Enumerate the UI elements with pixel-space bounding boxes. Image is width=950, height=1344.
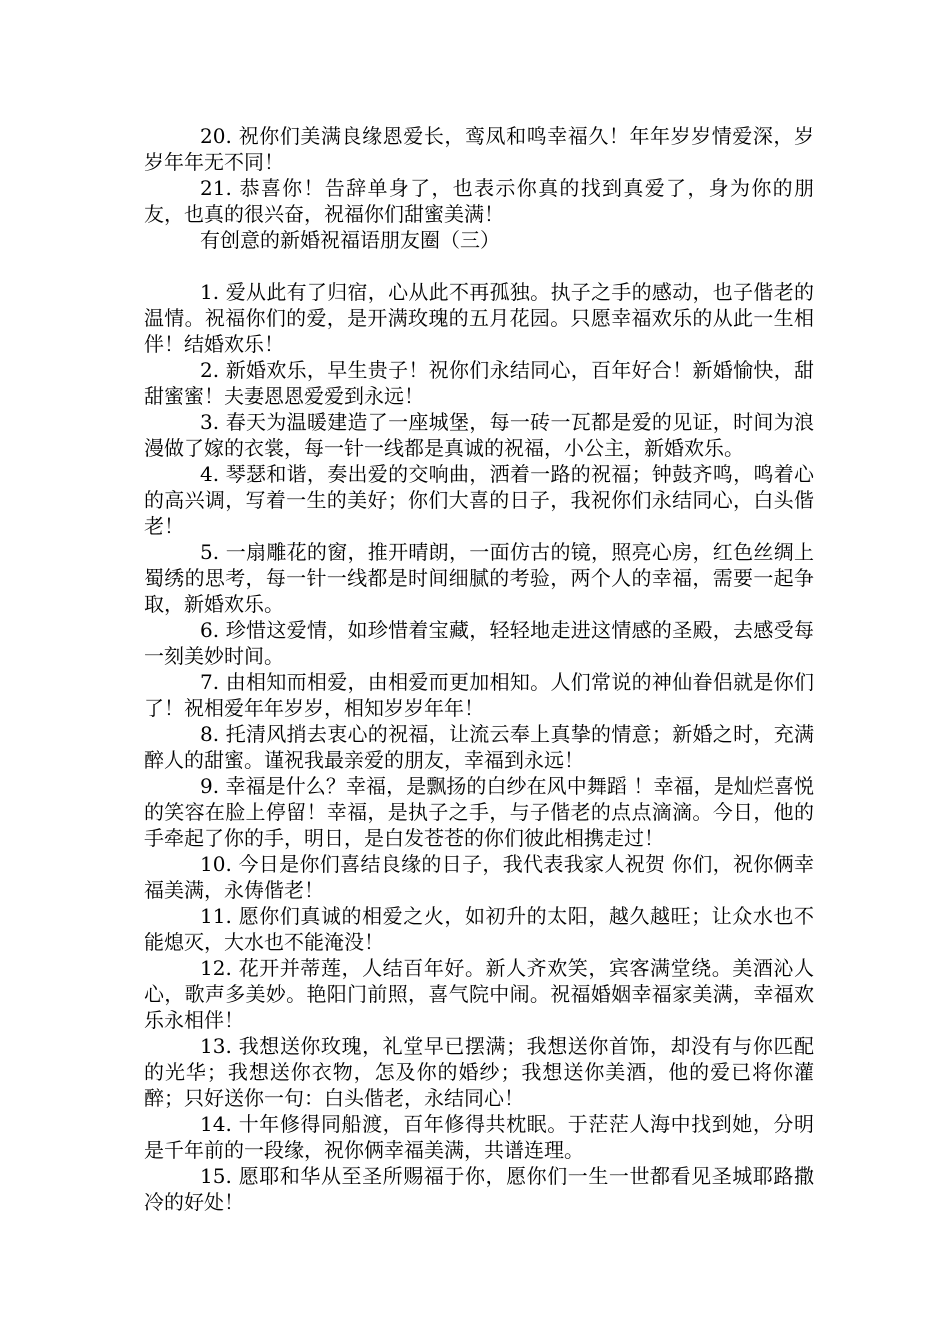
paragraph-1: 1. 爱从此有了归宿，心从此不再孤独。执子之手的感动，也子偕老的温情。祝福你们的爱，是开满玫瑰的五月花园。只愿幸福欢乐的从此一生相伴！结婚欢乐！ xyxy=(144,280,814,356)
paragraph-15: 15. 愿耶和华从至圣所赐福于你，愿你们一生一世都看见圣城耶路撒冷的好处！ xyxy=(144,1164,814,1214)
paragraph-6: 6. 珍惜这爱情，如珍惜着宝藏，轻轻地走进这情感的圣殿，去感受每一刻美妙时间。 xyxy=(144,618,814,668)
section-heading: 有创意的新婚祝福语朋友圈（三） xyxy=(200,228,500,252)
paragraph-5: 5. 一扇雕花的窗，推开晴朗，一面仿古的镜，照亮心房，红色丝绸上蜀绣的思考，每一针一线都是时间细腻的考验，两个人的幸福，需要一起争取，新婚欢乐。 xyxy=(144,540,814,616)
paragraph-7: 7. 由相知而相爱，由相爱而更加相知。人们常说的神仙眷侣就是你们了！祝相爱年年岁岁，相知岁岁年年！ xyxy=(144,670,814,720)
paragraph-21: 21. 恭喜你！告辞单身了，也表示你真的找到真爱了，身为你的朋友，也真的很兴奋，祝福你们甜蜜美满！ xyxy=(144,176,814,226)
paragraph-10: 10. 今日是你们喜结良缘的日子，我代表我家人祝贺 你们，祝你俩幸福美满，永俦偕老！ xyxy=(144,852,814,902)
paragraph-20: 20. 祝你们美满良缘恩爱长，鸾凤和鸣幸福久！年年岁岁情爱深，岁岁年年无不同！ xyxy=(144,124,814,174)
paragraph-12: 12. 花开并蒂莲，人结百年好。新人齐欢笑，宾客满堂绕。美酒沁人心，歌声多美妙。艳阳门前照，喜气院中闹。祝福婚姻幸福家美满，幸福欢乐永相伴！ xyxy=(144,956,814,1032)
paragraph-2: 2. 新婚欢乐，早生贵子！祝你们永结同心，百年好合！新婚愉快，甜甜蜜蜜！夫妻恩恩爱爱到永远！ xyxy=(144,358,814,408)
paragraph-13: 13. 我想送你玫瑰，礼堂早已摆满；我想送你首饰，却没有与你匹配的光华；我想送你衣物，怎及你的婚纱；我想送你美酒，他的爱已将你灌醉；只好送你一句：白头偕老，永结同心！ xyxy=(144,1034,814,1110)
paragraph-11: 11. 愿你们真诚的相爱之火，如初升的太阳，越久越旺；让众水也不能熄灭，大水也不能淹没！ xyxy=(144,904,814,954)
paragraph-14: 14. 十年修得同船渡，百年修得共枕眠。于茫茫人海中找到她，分明是千年前的一段缘，祝你俩幸福美满，共谱连理。 xyxy=(144,1112,814,1162)
paragraph-9: 9. 幸福是什么？幸福，是飘扬的白纱在风中舞蹈 ！幸福，是灿烂喜悦的笑容在脸上停留！幸福，是执子之手，与子偕老的点点滴滴。今日，他的手牵起了你的手，明日，是白发苍苍的你们彼此相携走过！ xyxy=(144,774,814,850)
document-body xyxy=(144,123,814,1215)
paragraph-3: 3. 春天为温暖建造了一座城堡，每一砖一瓦都是爱的见证，时间为浪漫做了嫁的衣裳，每一针一线都是真诚的祝福，小公主，新婚欢乐。 xyxy=(144,410,814,460)
paragraph-8: 8. 托清风捎去衷心的祝福，让流云奉上真挚的情意；新婚之时，充满醉人的甜蜜。谨祝我最亲爱的朋友，幸福到永远！ xyxy=(144,722,814,772)
paragraph-4: 4. 琴瑟和谐，奏出爱的交响曲，洒着一路的祝福；钟鼓齐鸣，鸣着心的高兴调，写着一生的美好；你们大喜的日子，我祝你们永结同心，白头偕老！ xyxy=(144,462,814,538)
